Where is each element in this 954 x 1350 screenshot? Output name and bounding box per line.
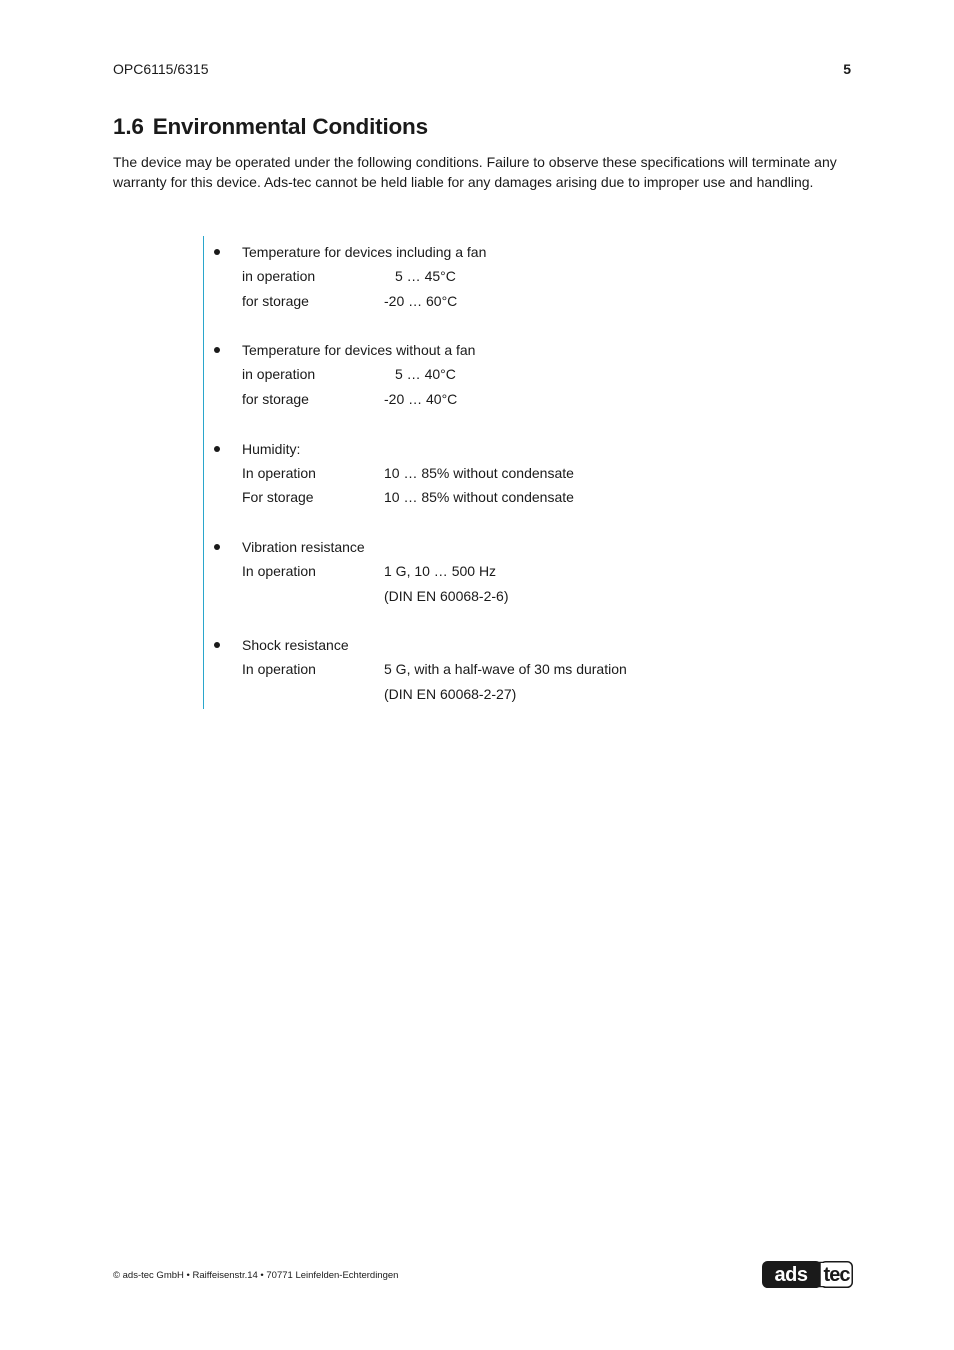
spec-row-value: (DIN EN 60068-2-27) bbox=[384, 686, 517, 702]
section-number: 1.6 bbox=[113, 114, 144, 139]
spec-row-value: 5 G, with a half-wave of 30 ms duration bbox=[384, 661, 627, 677]
spec-title: Temperature for devices without a fan bbox=[242, 342, 476, 358]
spec-row-value: 10 … 85% without condensate bbox=[384, 489, 574, 505]
bullet-icon bbox=[214, 446, 220, 452]
spec-title: Temperature for devices including a fan bbox=[242, 244, 487, 260]
spec-row-value: (DIN EN 60068-2-6) bbox=[384, 588, 509, 604]
spec-title: Vibration resistance bbox=[242, 539, 365, 555]
document-id: OPC6115/6315 bbox=[113, 61, 209, 77]
spec-row-label: In operation bbox=[242, 465, 316, 481]
bullet-icon bbox=[214, 544, 220, 550]
spec-row-label: For storage bbox=[242, 489, 314, 505]
spec-row-value: -20 … 60°C bbox=[384, 293, 458, 309]
spec-title: Humidity: bbox=[242, 441, 301, 457]
ads-tec-logo bbox=[762, 1261, 853, 1288]
spec-row-label: for storage bbox=[242, 391, 309, 407]
section-title-text: Environmental Conditions bbox=[152, 114, 428, 139]
spec-row-value: 5 … 45°C bbox=[395, 268, 456, 284]
spec-title: Shock resistance bbox=[242, 637, 349, 653]
logo-text-ads: ads bbox=[774, 1264, 808, 1286]
spec-row-value: -20 … 40°C bbox=[384, 391, 458, 407]
section-title bbox=[113, 114, 428, 140]
logo-text-tec: tec bbox=[823, 1264, 850, 1286]
spec-row-label: in operation bbox=[242, 268, 316, 284]
spec-row-value: 10 … 85% without condensate bbox=[384, 465, 574, 481]
spec-row-value: 5 … 40°C bbox=[395, 366, 456, 382]
bullet-icon bbox=[214, 249, 220, 255]
bullet-icon bbox=[214, 347, 220, 353]
spec-row-label: in operation bbox=[242, 366, 316, 382]
bullet-icon bbox=[214, 642, 220, 648]
spec-row-value: 1 G, 10 … 500 Hz bbox=[384, 563, 497, 579]
spec-row-label: for storage bbox=[242, 293, 309, 309]
spec-row-label: In operation bbox=[242, 661, 316, 677]
footer-address: © ads-tec GmbH • Raiffeisenstr.14 • 70771 Leinfelden-Echterdingen bbox=[113, 1270, 399, 1281]
intro-paragraph: The device may be operated under the following conditions. Failure to observe these specifications will terminate any warranty for this device. Ads-tec cannot be held liable for any damages arising due to improper use and handling. bbox=[113, 154, 837, 190]
page-number: 5 bbox=[843, 61, 851, 77]
spec-list bbox=[203, 236, 804, 709]
spec-row-label: In operation bbox=[242, 563, 316, 579]
